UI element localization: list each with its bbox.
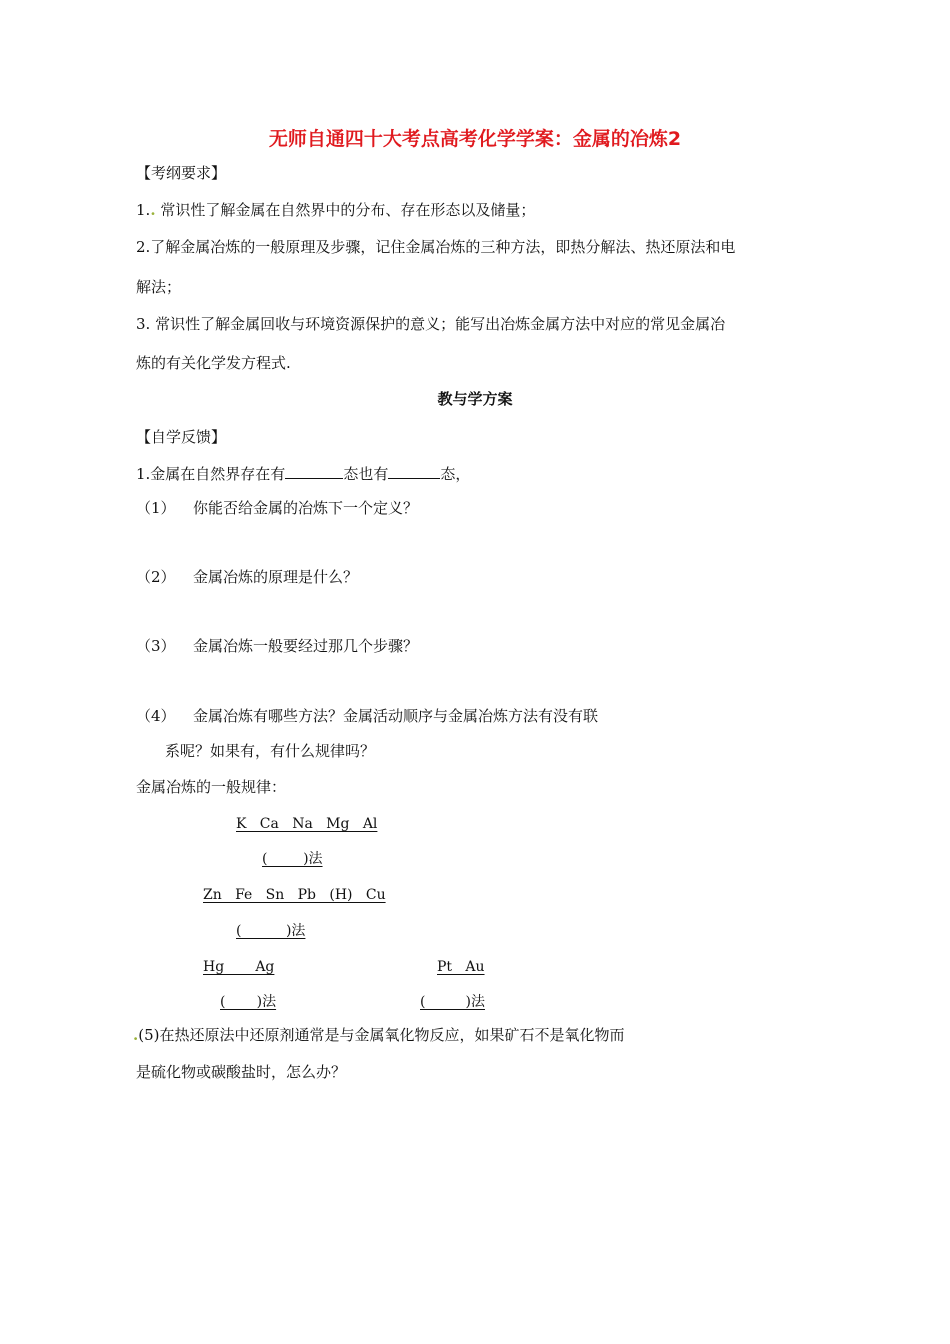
method-group-2: ( )法 (236, 923, 306, 939)
method-group-4: ( )法 (420, 994, 485, 1010)
sub-question-4-line-1: 金属冶炼有哪些方法？金属活动顺序与金属冶炼方法有没有联 (193, 707, 599, 725)
feedback-heading: 【自学反馈】 (136, 428, 227, 446)
metal-group-2: Zn Fe Sn Pb (H) Cu (203, 887, 386, 903)
sub-question-3-number: （3） (136, 637, 176, 655)
answer-blank-1[interactable] (285, 462, 343, 479)
answer-blank-2[interactable] (388, 462, 440, 479)
sub-question-3: 金属冶炼一般要经过那几个步骤？ (193, 637, 419, 655)
sub-question-1-number: （1） (136, 499, 176, 517)
question-5-line-2: 是硫化物或碳酸盐时，怎么办？ (136, 1063, 347, 1081)
method-group-3: ( )法 (220, 994, 277, 1010)
question-1: 1.金属在自然界存在有 态也有 态， (136, 462, 470, 484)
syllabus-item-3-line-2: 炼的有关化学发方程式. (136, 354, 291, 372)
stray-dot: . (133, 1026, 139, 1044)
metal-group-1: K Ca Na Mg Al (236, 816, 378, 832)
sub-question-2: 金属冶炼的原理是什么？ (193, 568, 359, 586)
plan-heading: 教与学方案 (437, 390, 513, 408)
rule-title: 金属冶炼的一般规律： (136, 778, 287, 796)
method-group-1: ( )法 (262, 851, 323, 867)
syllabus-item-2-line-2: 解法； (136, 278, 182, 296)
page-title: 无师自通四十大考点高考化学学案：金属的冶炼2 (268, 128, 682, 150)
stray-dot: . (150, 201, 156, 219)
syllabus-heading: 【考纲要求】 (136, 164, 227, 182)
sub-question-2-number: （2） (136, 568, 176, 586)
metal-group-4: Pt Au (437, 959, 485, 975)
sub-question-4-number: （4） (136, 707, 176, 725)
sub-question-4-line-2: 系呢？如果有，有什么规律吗？ (165, 742, 376, 760)
syllabus-item-3-line-1: 3. 常识性了解金属回收与环境资源保护的意义；能写出冶炼金属方法中对应的常见金属冶 (136, 315, 726, 333)
syllabus-item-2-line-1: 2.了解金属冶炼的一般原理及步骤，记住金属冶炼的三种方法，即热分解法、热还原法和电 (136, 238, 736, 256)
question-5-line-1: .(5)在热还原法中还原剂通常是与金属氧化物反应，如果矿石不是氧化物而 (133, 1026, 625, 1044)
sub-question-1: 你能否给金属的冶炼下一个定义？ (193, 499, 419, 517)
syllabus-item-1: 1.. 常识性了解金属在自然界中的分布、存在形态以及储量； (136, 201, 536, 219)
metal-group-3: Hg Ag (203, 959, 275, 975)
